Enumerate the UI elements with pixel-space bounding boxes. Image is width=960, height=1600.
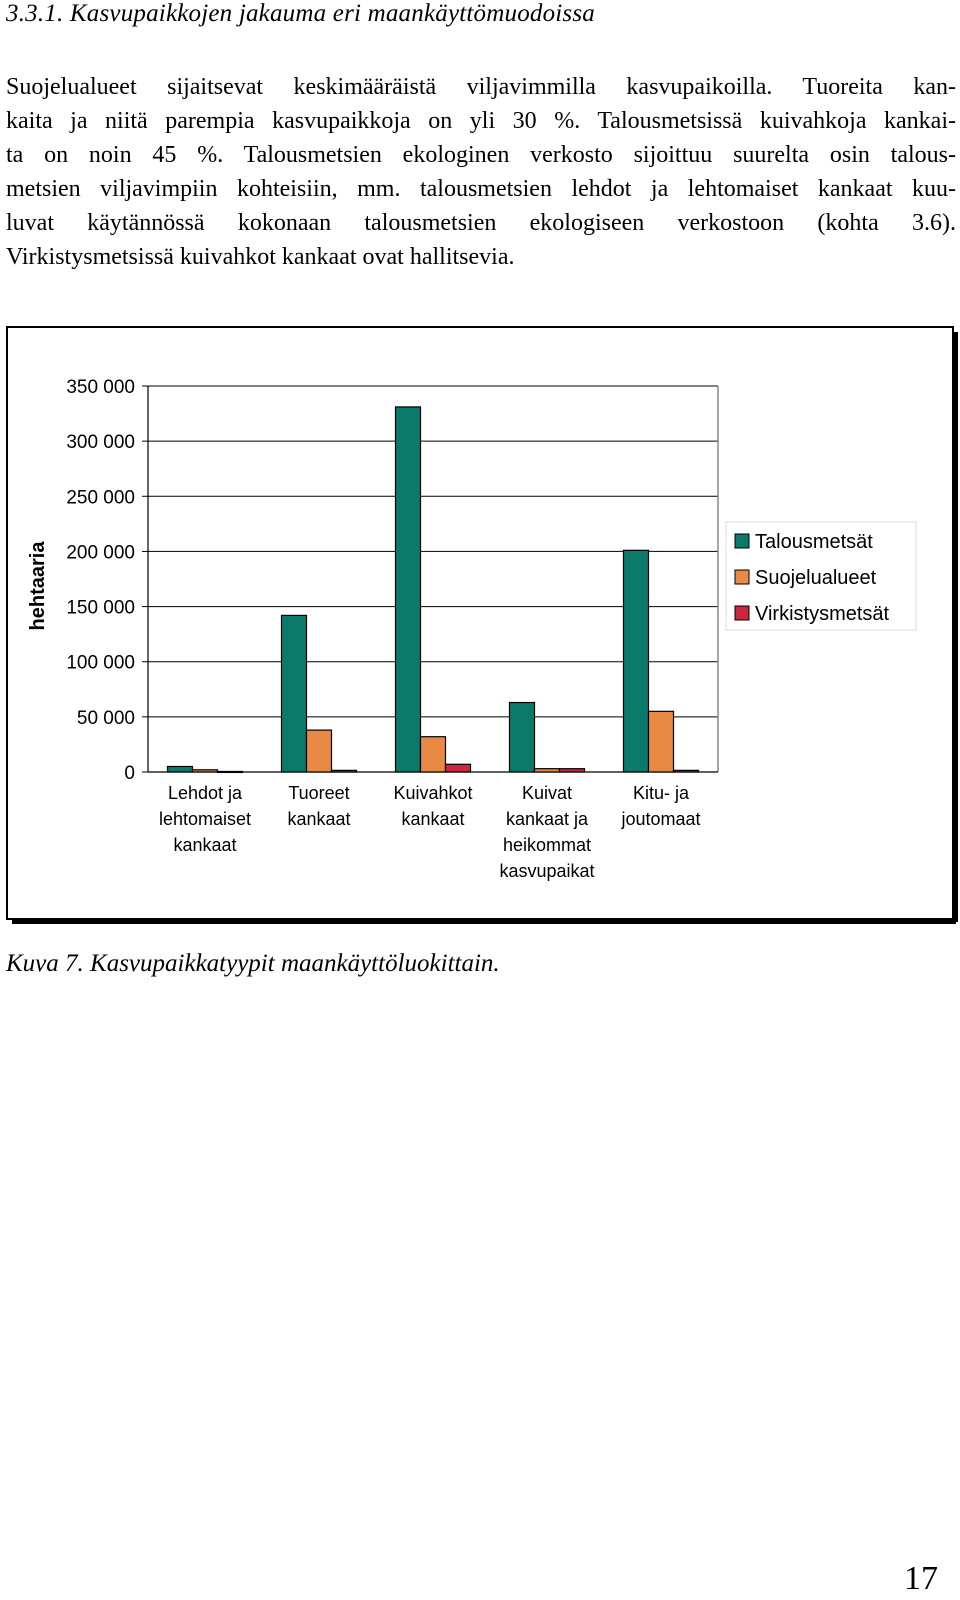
bar-suojelualueet xyxy=(193,770,218,772)
y-tick-label: 250 000 xyxy=(66,487,135,509)
bar-talousmetsät xyxy=(396,407,421,772)
legend-label: Suojelualueet xyxy=(755,567,877,589)
y-tick-label: 100 000 xyxy=(66,652,135,674)
x-tick-label: kankaat xyxy=(287,809,351,829)
x-tick-label: Kuivat xyxy=(521,783,573,803)
x-tick-label: Lehdot ja xyxy=(167,783,243,803)
body-paragraph xyxy=(6,70,956,274)
paragraph-line: luvat käytännössä kokonaan talousmetsien ekologiseen verkostoon (kohta 3.6). xyxy=(6,210,956,236)
bar-virkistysmetsät xyxy=(218,771,243,772)
y-tick-label: 300 000 xyxy=(66,432,135,454)
y-tick-label: 0 xyxy=(124,763,135,784)
x-tick-label: joutomaat xyxy=(621,809,701,829)
x-tick-label: Kitu- ja xyxy=(632,783,690,803)
legend-swatch xyxy=(735,570,749,584)
bar-talousmetsät xyxy=(510,703,535,772)
bar-chart xyxy=(8,328,952,918)
paragraph-line: metsien viljavimpiin kohteisiin, mm. talousmetsien lehdot ja lehtomaiset kankaat kuu- xyxy=(6,176,956,202)
paragraph-line: Suojelualueet sijaitsevat keskimääräistä viljavimmilla kasvupaikoilla. Tuoreita kan- xyxy=(6,74,956,100)
section-heading: 3.3.1. Kasvupaikkojen jakauma eri maankäyttömuodoissa xyxy=(6,0,595,27)
bar-virkistysmetsät xyxy=(560,769,585,772)
paragraph-line: kaita ja niitä parempia kasvupaikkoja on yli 30 %. Talousmetsissä kuivahkoja kankai- xyxy=(6,108,956,134)
bar-suojelualueet xyxy=(307,730,332,772)
x-tick-label: heikommat xyxy=(502,835,592,855)
paragraph-line: ta on noin 45 %. Talousmetsien ekologinen verkosto sijoittuu suurelta osin talous- xyxy=(6,142,956,168)
y-tick-label: 200 000 xyxy=(66,542,135,564)
legend-label: Talousmetsät xyxy=(755,531,873,553)
x-tick-label: Kuivahkot xyxy=(393,783,473,803)
legend-label: Virkistysmetsät xyxy=(755,603,890,625)
bar-suojelualueet xyxy=(535,769,560,772)
legend-swatch xyxy=(735,534,749,548)
x-tick-label: kankaat xyxy=(173,835,237,855)
legend-swatch xyxy=(735,606,749,620)
y-tick-label: 350 000 xyxy=(66,377,135,398)
bar-talousmetsät xyxy=(282,615,307,772)
x-tick-label: kankaat ja xyxy=(505,809,589,829)
bar-talousmetsät xyxy=(624,550,649,772)
x-tick-label: lehtomaiset xyxy=(158,809,252,829)
figure-caption: Kuva 7. Kasvupaikkatyypit maankäyttöluokittain. xyxy=(6,950,500,977)
x-tick-label: Tuoreet xyxy=(288,783,350,803)
y-tick-label: 150 000 xyxy=(66,597,135,619)
chart-frame xyxy=(6,326,954,920)
page-number: 17 xyxy=(904,1560,938,1597)
bar-virkistysmetsät xyxy=(446,764,471,772)
y-tick-label: 50 000 xyxy=(76,707,135,729)
bar-suojelualueet xyxy=(421,737,446,772)
x-tick-label: kasvupaikat xyxy=(499,861,595,881)
bar-virkistysmetsät xyxy=(332,770,357,772)
y-axis-label: hehtaaria xyxy=(27,541,49,631)
x-tick-label: kankaat xyxy=(401,809,465,829)
bar-talousmetsät xyxy=(168,766,193,772)
bar-suojelualueet xyxy=(649,711,674,772)
bar-virkistysmetsät xyxy=(674,770,699,772)
paragraph-line: Virkistysmetsissä kuivahkot kankaat ovat hallitsevia. xyxy=(6,244,515,270)
